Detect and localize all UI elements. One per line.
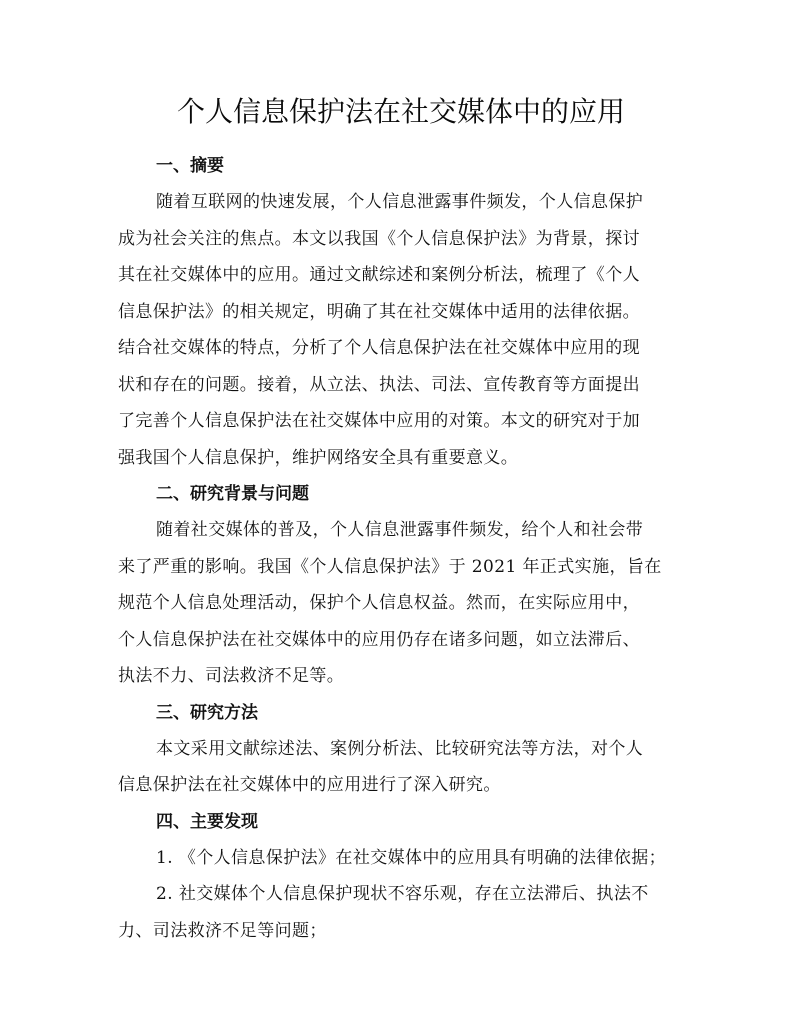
section-heading-abstract: 一、摘要	[156, 156, 224, 176]
section-heading-methods: 三、研究方法	[156, 702, 258, 723]
text-line: 1. 《个人信息保护法》在社交媒体中的应用具有明确的法律依据；	[156, 847, 667, 868]
text-line: 力、司法救济不足等问题；	[118, 920, 327, 941]
section-heading-background: 二、研究背景与问题	[156, 484, 309, 504]
text-line: 规范个人信息处理活动，保护个人信息权益。然而，在实际应用中，	[118, 593, 640, 613]
text-line: 信息保护法在社交媒体中的应用进行了深入研究。	[118, 775, 501, 795]
text-line: 结合社交媒体的特点，分析了个人信息保护法在社交媒体中应用的现	[118, 338, 640, 358]
text-line: 执法不力、司法救济不足等。	[118, 666, 345, 686]
text-line: 强我国个人信息保护，维护网络安全具有重要意义。	[118, 447, 519, 468]
text-line: 来了严重的影响。我国《个人信息保护法》于 2021 年正式实施，旨在	[118, 556, 662, 577]
methods-paragraph	[118, 731, 684, 804]
text-line: 成为社会关注的焦点。本文以我国《个人信息保护法》为背景，探讨	[118, 228, 640, 249]
abstract-paragraph	[118, 184, 684, 476]
text-line: 2. 社交媒体个人信息保护现状不容乐观，存在立法滞后、执法不	[156, 884, 649, 904]
document-page	[118, 92, 684, 949]
finding-item-1	[118, 840, 684, 877]
document-title: 个人信息保护法在社交媒体中的应用	[176, 95, 625, 128]
text-line: 其在社交媒体中的应用。通过文献综述和案例分析法，梳理了《个人	[118, 265, 640, 285]
text-line: 个人信息保护法在社交媒体中的应用仍存在诸多问题，如立法滞后、	[118, 629, 640, 650]
finding-item-2	[118, 876, 684, 949]
section-heading-findings: 四、主要发现	[156, 811, 258, 832]
background-paragraph	[118, 512, 684, 695]
text-line: 随着社交媒体的普及，个人信息泄露事件频发，给个人和社会带	[156, 520, 644, 540]
text-line: 了完善个人信息保护法在社交媒体中应用的对策。本文的研究对于加	[118, 411, 640, 431]
text-line: 信息保护法》的相关规定，明确了其在社交媒体中适用的法律依据。	[118, 301, 640, 322]
text-line: 本文采用文献综述法、案例分析法、比较研究法等方法，对个人	[156, 738, 644, 759]
text-line: 状和存在的问题。接着，从立法、执法、司法、宣传教育等方面提出	[118, 374, 640, 395]
text-line: 随着互联网的快速发展，个人信息泄露事件频发，个人信息保护	[156, 192, 644, 212]
